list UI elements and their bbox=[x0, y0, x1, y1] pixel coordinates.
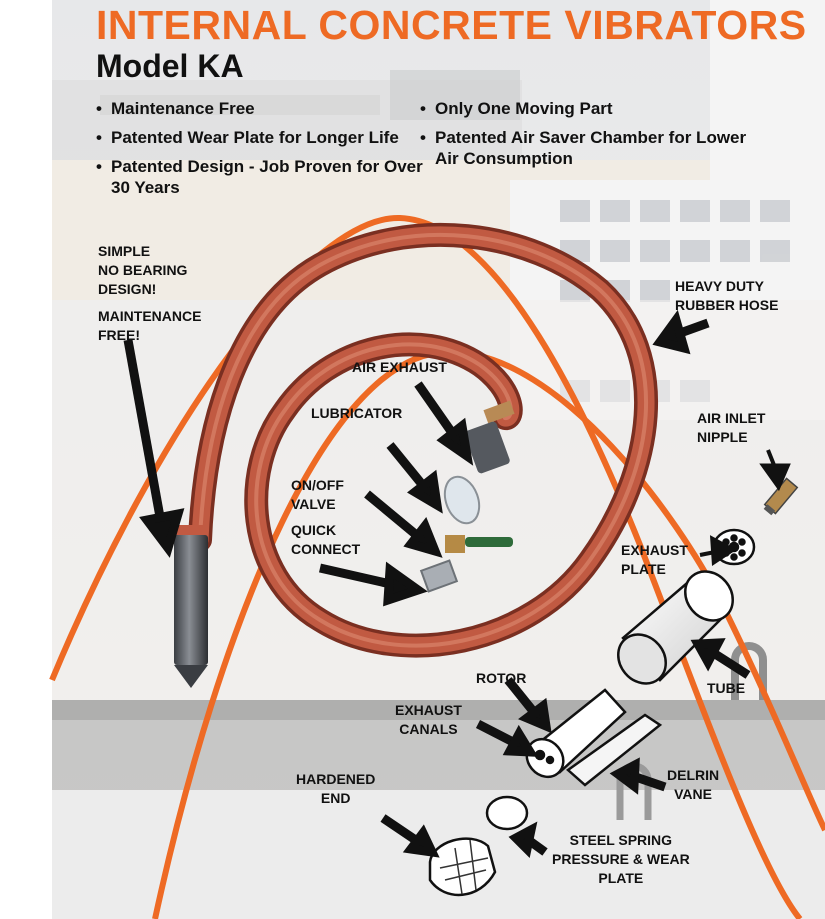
feature-item: • Patented Air Saver Chamber for Lower Air Consumption bbox=[420, 127, 750, 169]
vibrator-head bbox=[174, 525, 208, 688]
label-delrin-vane: DELRIN VANE bbox=[667, 767, 720, 802]
label-tube: TUBE bbox=[707, 680, 746, 696]
label-air-exhaust: AIR EXHAUST bbox=[352, 359, 447, 375]
label-exhaust-canals: EXHAUST CANALS bbox=[395, 702, 462, 737]
page-title: INTERNAL CONCRETE VIBRATORS bbox=[96, 2, 807, 48]
feature-item: • Patented Wear Plate for Longer Life bbox=[96, 127, 426, 148]
label-simple-design: SIMPLE NO BEARING DESIGN! bbox=[98, 243, 188, 297]
label-lubricator: LUBRICATOR bbox=[311, 405, 403, 421]
label-steel-spring-plate: STEEL SPRING PRESSURE & WEAR PLATE bbox=[552, 832, 690, 886]
label-exhaust-plate: EXHAUST PLATE bbox=[621, 542, 688, 577]
feature-item: • Only One Moving Part bbox=[420, 98, 750, 119]
label-hardened-end: HARDENED END bbox=[296, 771, 376, 806]
label-maintenance-free: MAINTENANCE FREE! bbox=[98, 308, 202, 343]
feature-list-right bbox=[420, 98, 750, 177]
model-name: Model KA bbox=[96, 48, 244, 84]
label-air-inlet-nipple: AIR INLET NIPPLE bbox=[697, 410, 766, 445]
feature-item: • Maintenance Free bbox=[96, 98, 426, 119]
label-rotor: ROTOR bbox=[476, 670, 527, 686]
feature-item: • Patented Design - Job Proven for Over 30 Years bbox=[96, 156, 426, 198]
label-on-off-valve: ON/OFF VALVE bbox=[291, 477, 344, 512]
feature-list-left bbox=[96, 98, 426, 206]
label-quick-connect: QUICK CONNECT bbox=[291, 522, 361, 557]
label-heavy-duty-hose: HEAVY DUTY RUBBER HOSE bbox=[675, 278, 779, 313]
